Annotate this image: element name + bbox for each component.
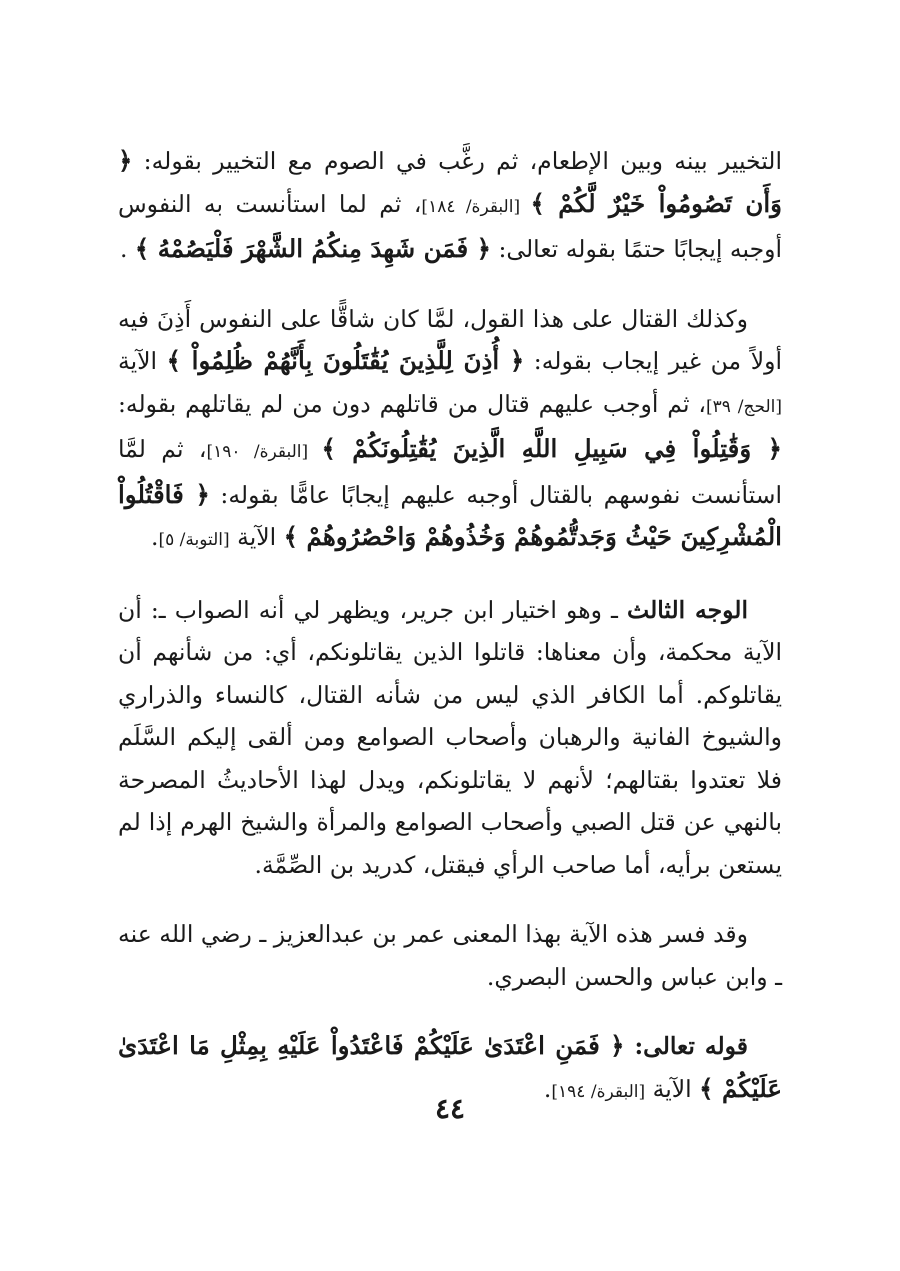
quran-verse: ﴿ أُذِنَ لِلَّذِينَ يُقَٰتَلُونَ بِأَنَّهُمْ ظُلِمُواْ ﴾ [166, 346, 525, 375]
text-run: ـ وهو اختيار ابن جرير، ويظهر لي أنه الصواب ـ: أن الآية محكمة، وأن معناها: قاتلوا الذين يقاتلونكم، أي: من شأنهم أن يقاتلوكم. أما الكافر الذي ليس من شأنه القتال، كالنساء والذراري والشيوخ الفانية والرهبان وأصحاب الصوامع ومن ألقى إليكم السَّلَم فلا تعتدوا بقتالهم؛ لأنهم لا يقاتلونكم، ويدل لهذا الأحاديثُ المصرحة بالنهي عن قتل الصبي وأصحاب الصوامع والمرأة والشيخ الهرم إذا لم يستعن برأيه، أما صاحب الرأي فيقتل، كدريد بن الصِّمَّة. [118, 595, 782, 879]
verse-reference: [البقرة/ ١٩٠] [206, 442, 322, 462]
paragraph-4 [118, 913, 782, 998]
quran-verse: ﴿ فَاقْتُلُواْ الْمُشْرِكِينَ حَيْثُ وَجَدتُّمُوهُمْ وَخُذُوهُمْ وَاحْصُرُوهُمْ ﴾ [118, 479, 782, 551]
verse-reference: [البقرة/ ١٩٤] [551, 1081, 646, 1102]
quran-verse: ﴿ فَمَنِ اعْتَدَىٰ عَلَيْكُمْ فَاعْتَدُواْ عَلَيْهِ بِمِثْلِ مَا اعْتَدَىٰ عَلَيْكُمْ ﴾ [118, 1031, 782, 1103]
text-run: ، ثم لما استأنست به النفوس أوجبه إيجابًا حتمًا بقوله تعالى: [118, 189, 782, 263]
text-run: الآية [229, 523, 284, 551]
paragraph-2 [118, 298, 782, 562]
paragraph-3 [118, 589, 782, 887]
verse-reference: [البقرة/ ١٨٤] [421, 196, 531, 217]
quran-verse: ﴿ وَقَٰتِلُواْ فِي سَبِيلِ اللَّهِ الَّذِينَ يُقَٰتِلُونَكُمْ ﴾ [321, 434, 782, 463]
paragraph-gap [118, 886, 782, 913]
text-run: التخيير بينه وبين الإطعام، ثم رغَّب في الصوم مع التخيير بقوله: [132, 147, 782, 175]
text-run: ، ثم أوجب عليهم قتال من قاتلهم دون من لم يقاتلهم بقوله: [118, 389, 707, 418]
verse-reference: [الحج/ ٣٩] [706, 396, 782, 417]
text-run: وقد فسر هذه الآية بهذا المعنى عمر بن عبدالعزيز ـ رضي الله عنه ـ وابن عباس والحسن البصري. [118, 920, 782, 991]
page-body [118, 140, 782, 1113]
text-run: وكذلك القتال على هذا القول، لمَّا كان شاقًّا على النفوس أَذِنَ فيه أولاً من غير إيجاب بقوله: [118, 304, 782, 375]
text-run: . [543, 1074, 552, 1103]
text-run: ، ثم لمَّا استأنست نفوسهم بالقتال أوجبه عليهم إيجابًا عامًّا بقوله: [118, 435, 782, 509]
verse-heading-label: قوله تعالى: [624, 1032, 748, 1060]
text-run: . [150, 523, 159, 551]
text-run: الآية [118, 347, 167, 375]
paragraph-gap [118, 562, 782, 589]
paragraph-gap [118, 271, 782, 298]
verse-reference: [التوبة/ ٥] [158, 530, 230, 550]
section-label: الوجه الثالث [627, 595, 748, 624]
text-run: الآية [645, 1074, 700, 1103]
quran-verse: ﴿ وَأَن تَصُومُواْ خَيْرٌ لَّكُمْ ﴾ [118, 146, 782, 218]
paragraph-gap [118, 998, 782, 1025]
page-number: ٤٤ [434, 1092, 466, 1125]
paragraph-1 [118, 140, 782, 271]
text-run: . [119, 235, 135, 263]
quran-verse: ﴿ فَمَن شَهِدَ مِنكُمُ الشَّهْرَ فَلْيَصُمْهُ ﴾ [134, 234, 492, 263]
